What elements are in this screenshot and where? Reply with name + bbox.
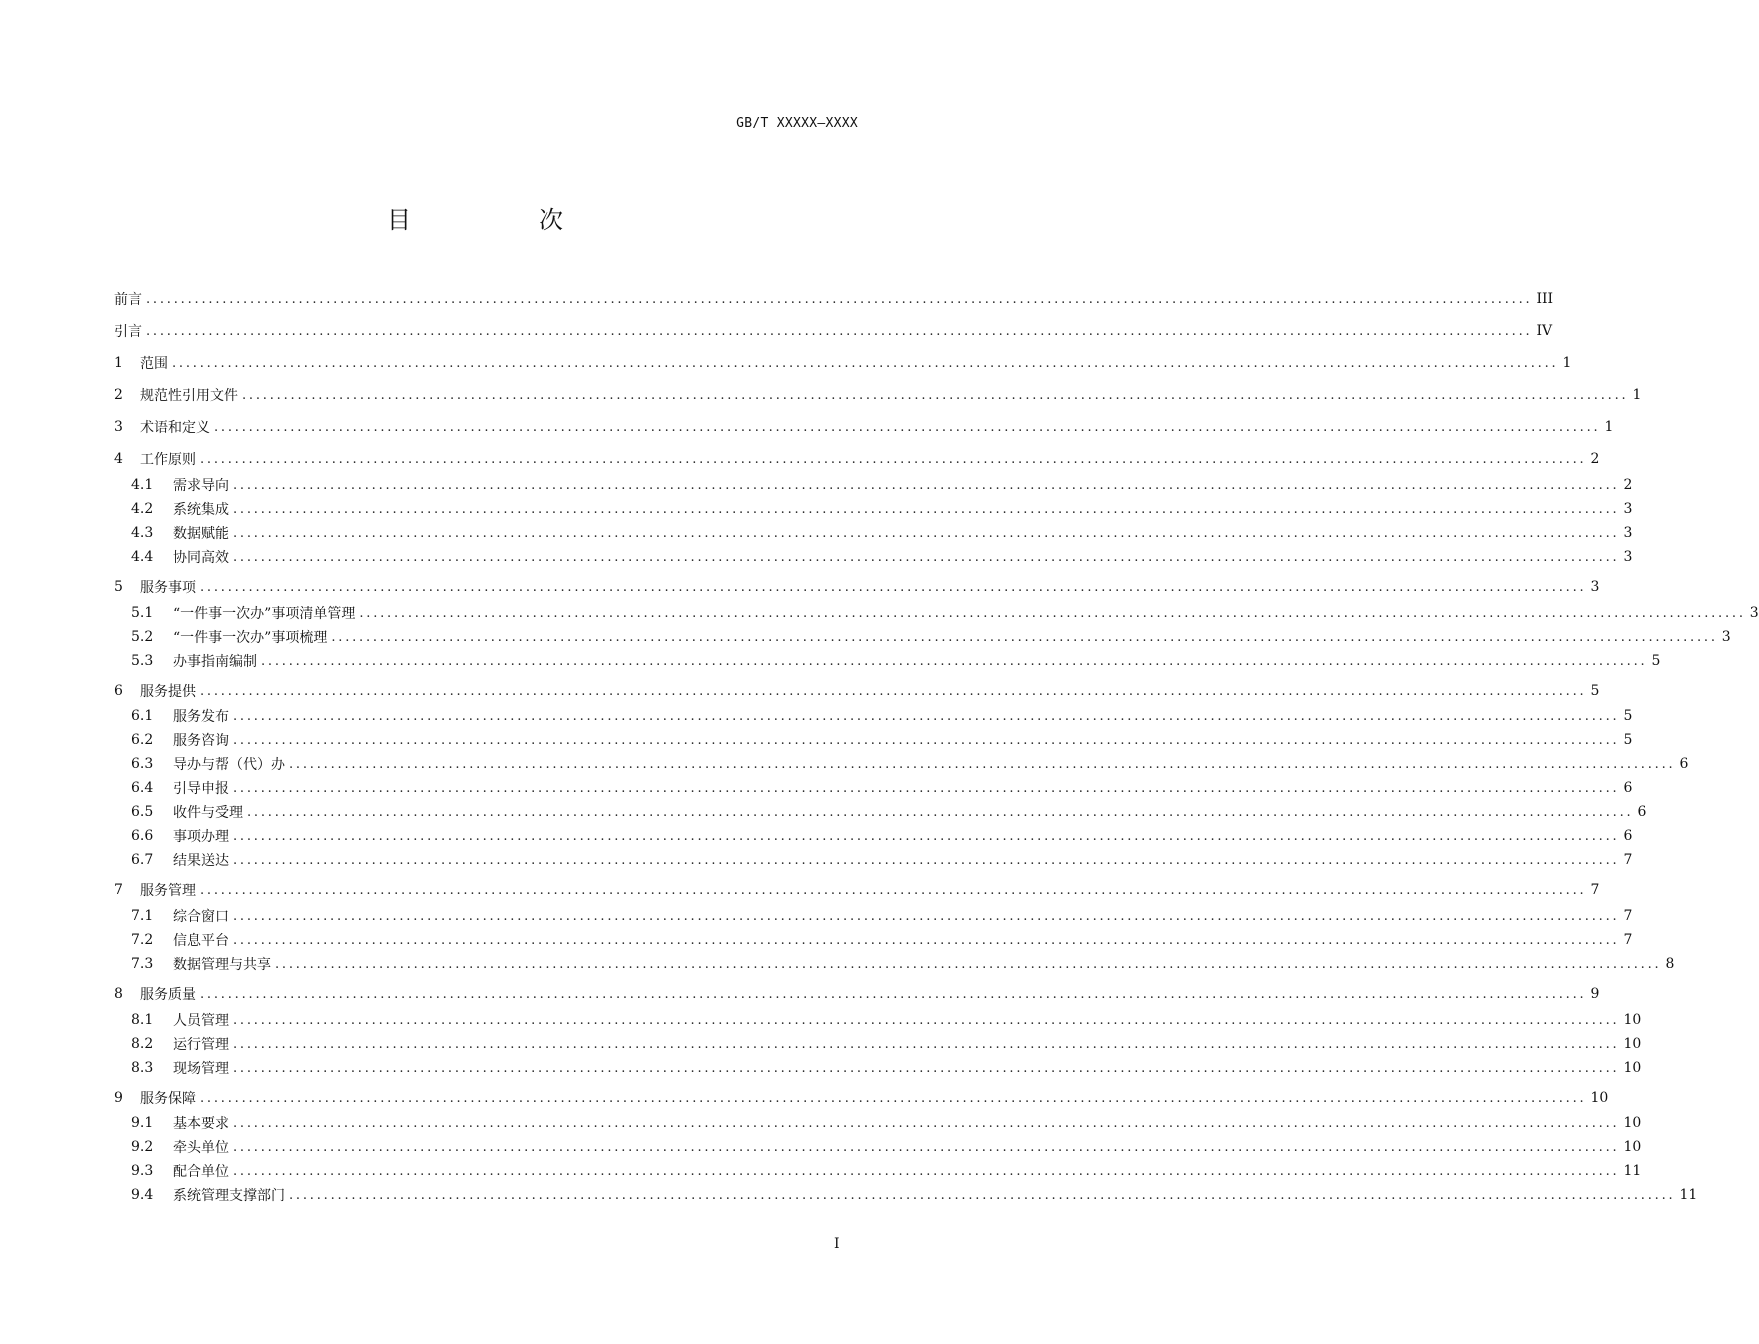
toc-entry-page: 2 [1590, 451, 1600, 467]
toc-leader-dots: ........................................................................................................................................................................................................ [146, 291, 1533, 307]
toc-entry[interactable] [131, 753, 1689, 775]
toc-leader-dots: ........................................................................................................................................................................................................ [200, 986, 1587, 1002]
toc-entry-page: 5 [1590, 683, 1600, 699]
toc-leader-dots: ........................................................................................................................................................................................................ [233, 732, 1620, 748]
toc-entry-number: 4.4 [131, 549, 154, 565]
toc-leader-dots: ........................................................................................................................................................................................................ [242, 387, 1629, 403]
toc-entry-number: 5.3 [131, 653, 154, 669]
toc-entry-number: 9.1 [131, 1115, 154, 1131]
toc-entry[interactable] [114, 879, 1600, 901]
toc-entry-number: 3 [114, 419, 123, 435]
toc-entry-number: 7 [114, 882, 123, 898]
toc-entry-page: 8 [1665, 956, 1675, 972]
toc-entry-number: 6.4 [131, 780, 154, 796]
toc-entry[interactable] [131, 1057, 1642, 1079]
toc-entry-number: 9 [114, 1090, 123, 1106]
toc-entry-label: 前言 [114, 292, 142, 308]
toc-entry-label: 数据赋能 [173, 526, 229, 542]
toc-entry-label: 服务咨询 [173, 733, 229, 749]
toc-leader-dots: ........................................................................................................................................................................................................ [233, 908, 1620, 924]
toc-entry-number: 6.5 [131, 804, 154, 820]
toc-entry-label: 结果送达 [173, 853, 229, 869]
toc-entry-page: 10 [1623, 1115, 1642, 1131]
toc-entry[interactable] [131, 546, 1633, 568]
toc-entry-label: 服务质量 [140, 987, 196, 1003]
toc-leader-dots: ........................................................................................................................................................................................................ [331, 629, 1718, 645]
toc-entry-label: 基本要求 [173, 1116, 229, 1132]
toc-entry-label: 服务发布 [173, 709, 229, 725]
toc-entry[interactable] [131, 626, 1731, 648]
toc-entry[interactable] [131, 825, 1633, 847]
toc-entry-label: 引导申报 [173, 781, 229, 797]
toc-entry-label: 工作原则 [140, 452, 196, 468]
toc-entry-label: 事项办理 [173, 829, 229, 845]
toc-entry-page: 10 [1623, 1036, 1642, 1052]
toc-title: 目 次 [387, 206, 615, 234]
toc-entry[interactable] [114, 448, 1600, 470]
toc-entry-number: 6 [114, 683, 123, 699]
toc-entry[interactable] [131, 1136, 1642, 1158]
toc-entry-page: 6 [1623, 780, 1633, 796]
toc-entry-number: 4.3 [131, 525, 154, 541]
page-number: I [834, 1236, 840, 1252]
toc-entry-page: 11 [1679, 1187, 1698, 1203]
toc-entry-number: 8.1 [131, 1012, 154, 1028]
toc-entry-label: 现场管理 [173, 1061, 229, 1077]
toc-entry-label: 系统集成 [173, 502, 229, 518]
toc-entry-page: 10 [1623, 1060, 1642, 1076]
toc-entry-number: 6.3 [131, 756, 154, 772]
toc-leader-dots: ........................................................................................................................................................................................................ [200, 683, 1587, 699]
toc-entry-number: 1 [114, 355, 123, 371]
toc-entry[interactable] [131, 777, 1633, 799]
toc-entry-number: 8.3 [131, 1060, 154, 1076]
toc-entry[interactable] [114, 352, 1572, 374]
toc-leader-dots: ........................................................................................................................................................................................................ [233, 525, 1620, 541]
toc-entry-page: 5 [1651, 653, 1661, 669]
toc-entry-label: 规范性引用文件 [140, 388, 238, 404]
toc-leader-dots: ........................................................................................................................................................................................................ [359, 605, 1746, 621]
toc-entry-number: 4 [114, 451, 123, 467]
toc-entry-page: 10 [1590, 1090, 1609, 1106]
toc-entry[interactable] [131, 953, 1675, 975]
toc-entry-number: 8 [114, 986, 123, 1002]
toc-entry-number: 6.7 [131, 852, 154, 868]
toc-entry[interactable] [131, 522, 1633, 544]
toc-leader-dots: ........................................................................................................................................................................................................ [146, 323, 1533, 339]
toc-entry[interactable] [114, 416, 1614, 438]
toc-leader-dots: ........................................................................................................................................................................................................ [289, 756, 1676, 772]
toc-entry-label: 配合单位 [173, 1164, 229, 1180]
toc-entry-page: 7 [1623, 908, 1633, 924]
toc-entry[interactable] [114, 288, 1554, 310]
toc-entry-label: 协同高效 [173, 550, 229, 566]
toc-entry-page: 1 [1562, 355, 1572, 371]
toc-entry-page: 6 [1637, 804, 1647, 820]
toc-entry-label: 术语和定义 [140, 420, 210, 436]
toc-entry-page: 3 [1623, 525, 1633, 541]
toc-entry-page: 6 [1623, 828, 1633, 844]
toc-entry[interactable] [131, 929, 1633, 951]
toc-entry-page: III [1536, 291, 1554, 307]
toc-entry-page: 5 [1623, 708, 1633, 724]
toc-entry-page: 7 [1590, 882, 1600, 898]
toc-leader-dots: ........................................................................................................................................................................................................ [247, 804, 1634, 820]
toc-entry-label: 服务保障 [140, 1091, 196, 1107]
toc-entry-number: 7.3 [131, 956, 154, 972]
toc-leader-dots: ........................................................................................................................................................................................................ [289, 1187, 1676, 1203]
toc-entry[interactable] [131, 602, 1759, 624]
toc-entry[interactable] [114, 983, 1600, 1005]
toc-leader-dots: ........................................................................................................................................................................................................ [200, 882, 1587, 898]
toc-entry-page: 9 [1590, 986, 1600, 1002]
toc-entry-page: 3 [1590, 579, 1600, 595]
toc-entry[interactable] [131, 1184, 1698, 1206]
toc-leader-dots: ........................................................................................................................................................................................................ [261, 653, 1648, 669]
toc-entry[interactable] [131, 849, 1633, 871]
toc-entry-page: 3 [1721, 629, 1731, 645]
toc-entry-number: 7.1 [131, 908, 154, 924]
toc-entry-number: 5 [114, 579, 123, 595]
toc-leader-dots: ........................................................................................................................................................................................................ [233, 1115, 1620, 1131]
toc-entry-page: 10 [1623, 1012, 1642, 1028]
toc-entry-number: 8.2 [131, 1036, 154, 1052]
toc-entry-number: 6.6 [131, 828, 154, 844]
toc-entry[interactable] [114, 1087, 1609, 1109]
toc-entry[interactable] [114, 320, 1553, 342]
toc-entry[interactable] [131, 801, 1647, 823]
toc-entry-label: 系统管理支撑部门 [173, 1188, 285, 1204]
toc-leader-dots: ........................................................................................................................................................................................................ [233, 1163, 1620, 1179]
toc-leader-dots: ........................................................................................................................................................................................................ [233, 1139, 1620, 1155]
toc-entry-page: 6 [1679, 756, 1689, 772]
toc-entry-page: 2 [1623, 477, 1633, 493]
toc-leader-dots: ........................................................................................................................................................................................................ [200, 579, 1587, 595]
toc-leader-dots: ........................................................................................................................................................................................................ [172, 355, 1559, 371]
toc-entry-number: 9.4 [131, 1187, 154, 1203]
toc-entry-number: 4.1 [131, 477, 154, 493]
toc-entry-number: 5.1 [131, 605, 154, 621]
toc-entry-label: 范围 [140, 356, 168, 372]
toc-leader-dots: ........................................................................................................................................................................................................ [233, 1012, 1620, 1028]
toc-entry-page: 1 [1632, 387, 1642, 403]
toc-entry-number: 7.2 [131, 932, 154, 948]
toc-entry-label: “一件事一次办”事项清单管理 [173, 606, 356, 622]
toc-leader-dots: ........................................................................................................................................................................................................ [233, 501, 1620, 517]
toc-leader-dots: ........................................................................................................................................................................................................ [275, 956, 1662, 972]
toc-entry[interactable] [131, 705, 1633, 727]
document-code: GB/T XXXXX—XXXX [736, 116, 858, 131]
toc-leader-dots: ........................................................................................................................................................................................................ [200, 451, 1587, 467]
toc-leader-dots: ........................................................................................................................................................................................................ [200, 1090, 1587, 1106]
toc-entry[interactable] [114, 680, 1600, 702]
toc-entry-label: 导办与帮（代）办 [173, 757, 285, 773]
toc-entry-label: 牵头单位 [173, 1140, 229, 1156]
toc-leader-dots: ........................................................................................................................................................................................................ [233, 1060, 1620, 1076]
toc-entry-page: IV [1536, 323, 1553, 339]
toc-leader-dots: ........................................................................................................................................................................................................ [233, 780, 1620, 796]
toc-leader-dots: ........................................................................................................................................................................................................ [233, 549, 1620, 565]
toc-entry-label: 运行管理 [173, 1037, 229, 1053]
toc-entry[interactable] [131, 905, 1633, 927]
toc-entry-page: 7 [1623, 932, 1633, 948]
toc-entry[interactable] [114, 576, 1600, 598]
toc-entry-page: 3 [1623, 501, 1633, 517]
toc-entry-number: 6.1 [131, 708, 154, 724]
toc-entry-label: 办事指南编制 [173, 654, 257, 670]
toc-entry-label: 引言 [114, 324, 142, 340]
toc-entry-page: 11 [1623, 1163, 1642, 1179]
toc-entry-page: 7 [1623, 852, 1633, 868]
toc-leader-dots: ........................................................................................................................................................................................................ [233, 852, 1620, 868]
toc-entry-number: 9.2 [131, 1139, 154, 1155]
toc-entry-page: 10 [1623, 1139, 1642, 1155]
toc-entry-label: “一件事一次办”事项梳理 [173, 630, 328, 646]
toc-entry-label: 服务事项 [140, 580, 196, 596]
toc-leader-dots: ........................................................................................................................................................................................................ [233, 1036, 1620, 1052]
toc-entry-label: 服务提供 [140, 684, 196, 700]
toc-leader-dots: ........................................................................................................................................................................................................ [233, 932, 1620, 948]
toc-entry[interactable] [131, 729, 1633, 751]
toc-leader-dots: ........................................................................................................................................................................................................ [233, 828, 1620, 844]
toc-entry-number: 6.2 [131, 732, 154, 748]
toc-entry[interactable] [131, 1112, 1642, 1134]
toc-leader-dots: ........................................................................................................................................................................................................ [233, 708, 1620, 724]
toc-entry[interactable] [131, 474, 1633, 496]
toc-entry-label: 信息平台 [173, 933, 229, 949]
toc-entry[interactable] [131, 650, 1661, 672]
toc-leader-dots: ........................................................................................................................................................................................................ [214, 419, 1601, 435]
toc-entry-page: 1 [1604, 419, 1614, 435]
toc-entry[interactable] [114, 384, 1642, 406]
toc-entry-number: 2 [114, 387, 123, 403]
toc-entry-label: 数据管理与共享 [173, 957, 271, 973]
toc-entry-label: 人员管理 [173, 1013, 229, 1029]
toc-entry-page: 3 [1623, 549, 1633, 565]
toc-entry[interactable] [131, 1160, 1642, 1182]
toc-entry-label: 收件与受理 [173, 805, 243, 821]
toc-entry-number: 4.2 [131, 501, 154, 517]
toc-entry[interactable] [131, 498, 1633, 520]
toc-entry[interactable] [131, 1033, 1642, 1055]
toc-entry[interactable] [131, 1009, 1642, 1031]
toc-leader-dots: ........................................................................................................................................................................................................ [233, 477, 1620, 493]
toc-entry-label: 服务管理 [140, 883, 196, 899]
toc-entry-page: 3 [1749, 605, 1759, 621]
toc-entry-label: 需求导向 [173, 478, 229, 494]
toc-entry-page: 5 [1623, 732, 1633, 748]
toc-entry-number: 5.2 [131, 629, 154, 645]
toc-entry-number: 9.3 [131, 1163, 154, 1179]
toc-entry-label: 综合窗口 [173, 909, 229, 925]
